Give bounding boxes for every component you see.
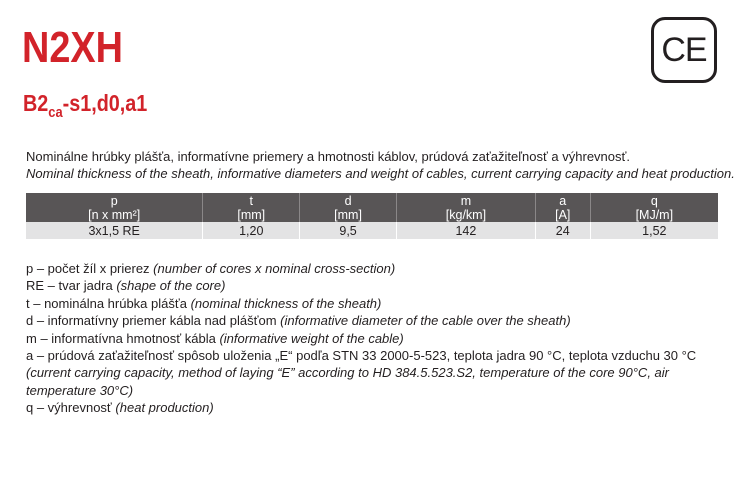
legend-en: (number of cores x nominal cross-section): [153, 261, 396, 276]
column-unit: [A]: [555, 208, 571, 222]
legend-en: (nominal thickness of the sheath): [190, 295, 382, 311]
ce-mark-icon: [651, 17, 717, 83]
table-cell-p: 3x1,5 RE: [26, 222, 203, 239]
column-header-p: [26, 193, 203, 222]
legend-en: (heat production): [115, 400, 214, 416]
legend-sk: q – výhrevnosť: [26, 400, 116, 416]
legend-item-t: [26, 295, 746, 312]
column-symbol: p: [110, 194, 118, 208]
fire-class-label: [23, 92, 147, 120]
fire-class-sub: ca: [48, 104, 63, 121]
table-cell-a: 24: [535, 222, 590, 239]
legend: [26, 260, 746, 417]
fire-class-rest: -s1,d0,a1: [62, 90, 148, 116]
spec-table: [26, 193, 718, 239]
column-symbol: m: [460, 194, 472, 208]
column-unit: [mm]: [237, 208, 266, 222]
legend-sk: p – počet žíl x prierez: [26, 261, 154, 276]
legend-en: (informative diameter of the cable over the sheath): [280, 313, 571, 329]
column-header-d: [300, 193, 397, 222]
legend-sk: m – informatívna hmotnosť kábla: [26, 330, 220, 346]
column-symbol: q: [650, 194, 658, 208]
table-cell-t: 1,20: [203, 222, 300, 239]
ce-mark-text: CE: [661, 30, 707, 69]
legend-sk: d – informatívny priemer kábla nad plášťom: [26, 313, 281, 329]
legend-item-m: [26, 330, 746, 347]
legend-item-a: [26, 347, 746, 364]
legend-en: (shape of the core): [116, 278, 226, 294]
fire-class-main: B2: [23, 90, 49, 116]
table-cell-q: 1,52: [590, 222, 718, 239]
legend-item-d: [26, 312, 746, 329]
legend-item-a-en-1: [26, 364, 746, 381]
column-symbol: a: [559, 194, 567, 208]
description: [26, 148, 746, 182]
column-unit: [n x mm²]: [88, 208, 141, 222]
legend-en: (informative weight of the cable): [219, 330, 404, 346]
legend-sk: a – prúdová zaťažiteľnosť spôsob uloženia „E“ podľa STN 33 2000-5-523, teplota jadra 90 °C, teplota vzduchu 30 °C: [26, 348, 697, 364]
legend-sk: t – nominálna hrúbka plášťa: [26, 295, 191, 311]
table-row: [26, 222, 718, 239]
column-unit: [kg/km]: [445, 208, 487, 222]
column-header-m: [396, 193, 535, 222]
legend-sk: RE – tvar jadra: [26, 278, 117, 294]
legend-item-q: [26, 399, 746, 416]
legend-item-re: [26, 277, 746, 294]
legend-item-p: [26, 260, 746, 277]
column-header-q: [590, 193, 718, 222]
table-cell-d: 9,5: [300, 222, 397, 239]
description-sk: Nominálne hrúbky plášťa, informatívne priemery a hmotnosti káblov, prúdová zaťažiteľnosť a výhrevnosť.: [26, 149, 631, 164]
legend-item-a-en-2: [26, 382, 746, 399]
column-header-a: [535, 193, 590, 222]
column-symbol: t: [249, 194, 254, 208]
table-cell-m: 142: [396, 222, 535, 239]
column-symbol: d: [344, 194, 352, 208]
legend-en: (current carrying capacity, method of laying “E” according to HD 384.5.523.S2, temperature of the core 90°C, air: [26, 365, 669, 381]
table-header-row: [26, 193, 718, 222]
product-title: N2XH: [22, 23, 123, 72]
column-unit: [MJ/m]: [635, 208, 674, 222]
legend-en: temperature 30°C): [26, 382, 134, 398]
column-unit: [mm]: [334, 208, 362, 222]
column-header-t: [203, 193, 300, 222]
description-en: Nominal thickness of the sheath, informative diameters and weight of cables, current carrying capacity and heat production.: [26, 166, 735, 181]
